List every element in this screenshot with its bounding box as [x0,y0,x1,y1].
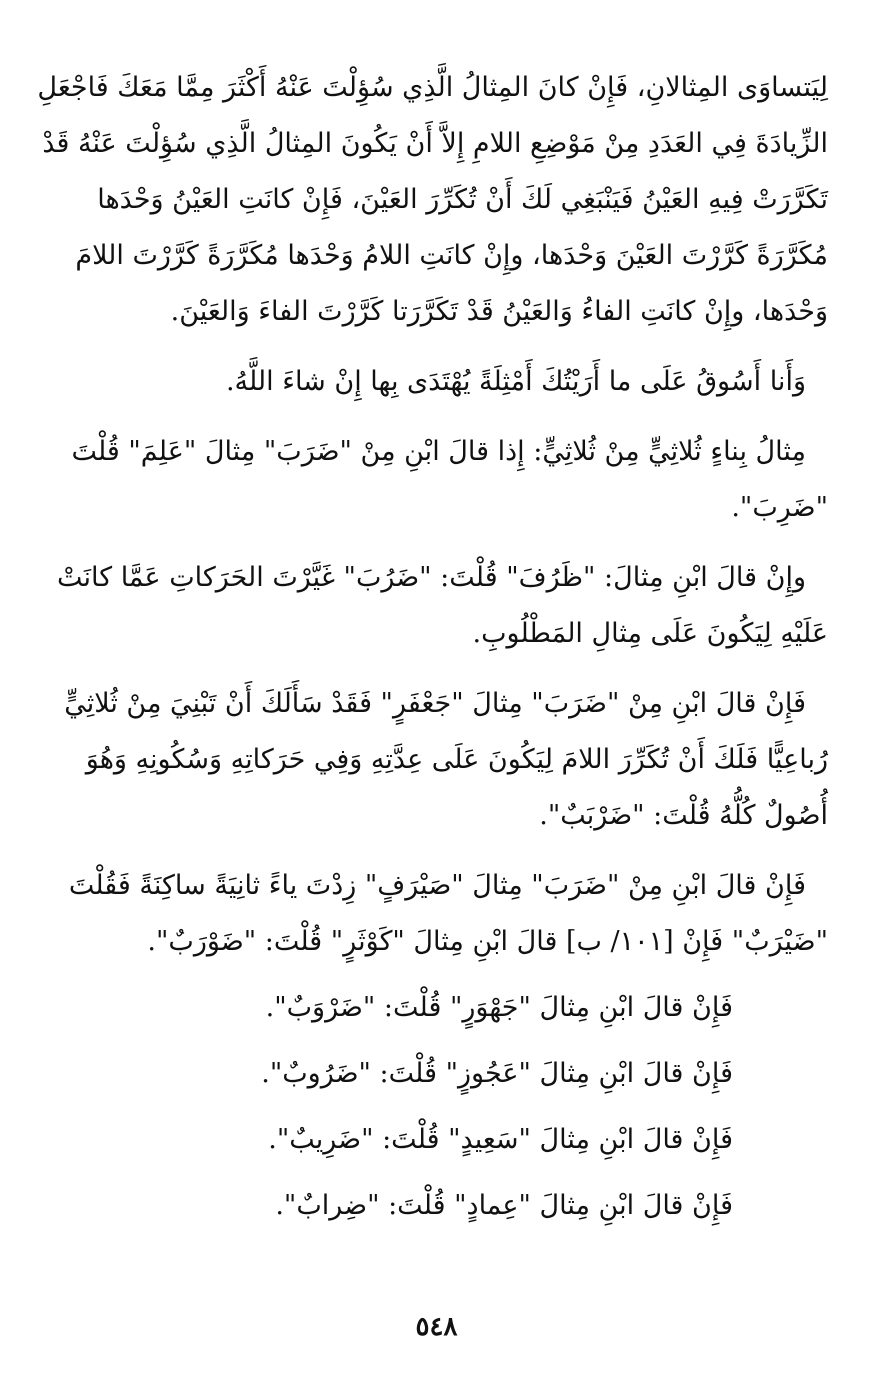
paragraph-2 [45,354,828,410]
text-line: وَأَنا أَسُوقُ عَلَى ما أَرَيْتُكَ أَمْثِلَةً يُهْتَدَى بِها إِنْ شاءَ اللَّهُ. [225,366,806,397]
page-number: ٥٤٨ [415,1312,458,1342]
paragraph-3 [45,424,828,536]
text-line: لِيَتساوَى المِثالانِ، فَإِنْ كانَ المِثالُ الَّذِي سُؤِلْتَ عَنْهُ أَكْثَرَ مِمَّا مَعَكَ فَاجْعَلِ [37,72,828,103]
paragraph-5 [45,676,828,844]
text-line: وإِنْ قالَ ابْنِ مِثالَ: "ظَرُفَ" قُلْتَ: "ضَرُبَ" غَيَّرْتَ الحَرَكاتِ عَمَّا كانَتْ [57,562,806,593]
text-line: الزِّيادَةَ فِي العَدَدِ مِنْ مَوْضِعِ اللامِ إِلاَّ أَنْ يَكُونَ المِثالُ الَّذِي سُؤِلْتَ عَنْهُ قَدْ [42,128,828,159]
example-line: فَإِنْ قالَ ابْنِ مِثالَ "جَهْوَرٍ" قُلْتَ: "ضَرْوَبٌ". [265,992,733,1023]
text-line: وَحْدَها، وإِنْ كانَتِ الفاءُ وَالعَيْنُ قَدْ تَكَرَّرَتا كَرَّرْتَ الفاءَ وَالعَيْنَ. [170,296,828,327]
text-line: "ضَيْرَبٌ" فَإِنْ [١٠١/ ب] قالَ ابْنِ مِثالَ "كَوْثَرٍ" قُلْتَ: "ضَوْرَبٌ". [147,926,828,957]
text-line: مِثالُ بِناءٍ ثُلاثِيٍّ مِنْ ثُلاثِيٍّ: إِذا قالَ ابْنِ مِنْ "ضَرَبَ" مِثالَ "عَلِمَ" قُلْتَ [71,436,806,467]
text-line: تَكَرَّرَتْ فِيهِ العَيْنُ فَيَنْبَغِي لَكَ أَنْ تُكَرِّرَ العَيْنَ، فَإِنْ كانَتِ العَيْنُ وَحْدَها [97,184,828,215]
paragraph-4 [45,550,828,662]
example-line: فَإِنْ قالَ ابْنِ مِثالَ "سَعِيدٍ" قُلْتَ: "ضَرِيبٌ". [268,1124,733,1155]
text-line: أُصُولٌ كُلُّهُ قُلْتَ: "ضَرْبَبٌ". [539,800,828,831]
paragraph-6 [45,858,828,970]
text-line: رُباعِيًّا فَلَكَ أَنْ تُكَرِّرَ اللامَ لِيَكُونَ عَلَى عِدَّتِهِ وَفِي حَرَكاتِهِ وَسُكُونِهِ وَهُوَ [85,744,828,775]
text-line: مُكَرَّرَةً كَرَّرْتَ العَيْنَ وَحْدَها، وإِنْ كانَتِ اللامُ وَحْدَها مُكَرَّرَةً كَرَّرْتَ اللامَ [75,240,828,271]
example-line: فَإِنْ قالَ ابْنِ مِثالَ "عِمادٍ" قُلْتَ: "ضِرابٌ". [275,1190,733,1221]
text-line: "ضَرِبَ". [731,492,828,523]
paragraph-1 [37,60,828,340]
example-line: فَإِنْ قالَ ابْنِ مِثالَ "عَجُوزٍ" قُلْتَ: "ضَرُوبٌ". [261,1058,733,1089]
example-list [45,976,828,1238]
body-text [37,60,828,1240]
text-line: عَلَيْهِ لِيَكُونَ عَلَى مِثالِ المَطْلُوبِ. [472,618,828,649]
text-line: فَإِنْ قالَ ابْنِ مِنْ "ضَرَبَ" مِثالَ "جَعْفَرٍ" فَقَدْ سَأَلَكَ أَنْ تَبْنِيَ مِنْ ثُلاثِيٍّ [64,688,806,719]
text-line: فَإِنْ قالَ ابْنِ مِنْ "ضَرَبَ" مِثالَ "صَيْرَفٍ" زِدْتَ ياءً ثانِيَةً ساكِنَةً فَقُلْتَ [68,870,806,901]
